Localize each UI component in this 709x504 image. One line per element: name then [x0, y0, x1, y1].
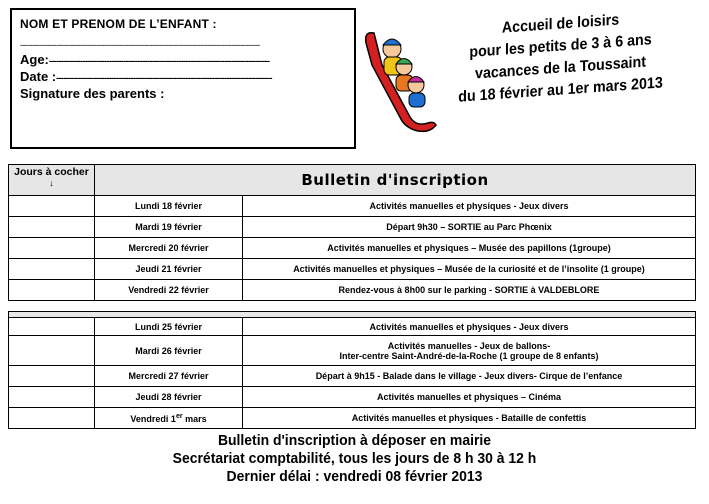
jours-a-cocher-header: Jours à cocher ↓ [9, 165, 95, 196]
activity-cell: Rendez-vous à 8h00 sur le parking - SORTIE à VALDEBLORE [243, 280, 696, 301]
title-line-3: vacances de la Toussaint [475, 53, 646, 83]
name-label: NOM ET PRENOM DE L’ENFANT : [20, 17, 217, 31]
checkbox-cell[interactable] [9, 238, 95, 259]
day-cell: Jeudi 28 février [95, 387, 243, 408]
bulletin-title: Bulletin d'inscription [95, 165, 696, 196]
activity-cell: Activités manuelles et physiques - Jeux divers [243, 196, 696, 217]
day-cell: Mardi 26 février [95, 336, 243, 366]
age-label: Age: [20, 52, 49, 67]
day-cell: Jeudi 21 février [95, 259, 243, 280]
child-info-box [10, 8, 356, 149]
activity-cell: Activités manuelles et physiques – Musée de la curiosité et de l’insolite (1 groupe) [243, 259, 696, 280]
checkbox-cell[interactable] [9, 259, 95, 280]
day-cell: Lundi 25 février [95, 318, 243, 336]
checkbox-cell[interactable] [9, 336, 95, 366]
footer-line-1: Bulletin d'inscription à déposer en mairie [217, 432, 492, 449]
footer-line-2: Secrétariat comptabilité, tous les jours de 8 h 30 à 12 h [172, 450, 537, 467]
name-dash-line: ---------------------------------------------------------------------------------------------------- [20, 40, 260, 50]
checkbox-cell[interactable] [9, 408, 95, 429]
activity-cell: Départ à 9h15 - Balade dans le village - Jeux divers- Cirque de l’enfance [243, 366, 696, 387]
checkbox-cell[interactable] [9, 280, 95, 301]
date-row [20, 69, 346, 86]
registration-table-week2 [8, 311, 696, 429]
signature-label: Signature des parents : [20, 86, 165, 101]
day-cell: Mercredi 20 février [95, 238, 243, 259]
activity-cell: Activités manuelles - Jeux de ballons- Inter-centre Saint-André-de-la-Roche (1 groupe de 8 enfants) [243, 336, 696, 366]
day-cell: Lundi 18 février [95, 196, 243, 217]
day-cell: Vendredi 22 février [95, 280, 243, 301]
activity-cell: Activités manuelles et physiques – Musée des papillons (1groupe) [243, 238, 696, 259]
checkbox-cell[interactable] [9, 217, 95, 238]
children-sled-illustration [362, 25, 440, 133]
footer-notice [0, 432, 709, 486]
page-title [440, 5, 681, 110]
title-line-1: Accueil de loisirs [501, 11, 620, 37]
activity-cell: Activités manuelles et physiques – Cinéma [243, 387, 696, 408]
registration-table-week1 [8, 164, 696, 301]
title-line-2: pour les petits de 3 à 6 ans [469, 31, 652, 61]
age-row [20, 52, 346, 69]
age-dashes: -------------------------------------------------------------------------------------------- [48, 56, 270, 66]
activity-cell: Départ 9h30 – SORTIE au Parc Phœnix [243, 217, 696, 238]
checkbox-cell[interactable] [9, 366, 95, 387]
footer-line-3: Dernier délai : vendredi 08 février 2013 [226, 468, 483, 485]
checkbox-cell[interactable] [9, 318, 95, 336]
arrow-down-icon: ↓ [49, 178, 54, 188]
checkbox-cell[interactable] [9, 196, 95, 217]
date-dashes: ------------------------------------------------------------------------------------------ [56, 73, 272, 83]
activity-cell: Activités manuelles et physiques - Bataille de confettis [243, 408, 696, 429]
activity-cell: Activités manuelles et physiques - Jeux divers [243, 318, 696, 336]
checkbox-cell[interactable] [9, 387, 95, 408]
title-line-4: du 18 février au 1er mars 2013 [458, 74, 663, 106]
date-label: Date : [20, 69, 57, 84]
day-cell: Mardi 19 février [95, 217, 243, 238]
day-cell: Mercredi 27 février [95, 366, 243, 387]
day-cell: Vendredi 1er mars [95, 408, 243, 429]
